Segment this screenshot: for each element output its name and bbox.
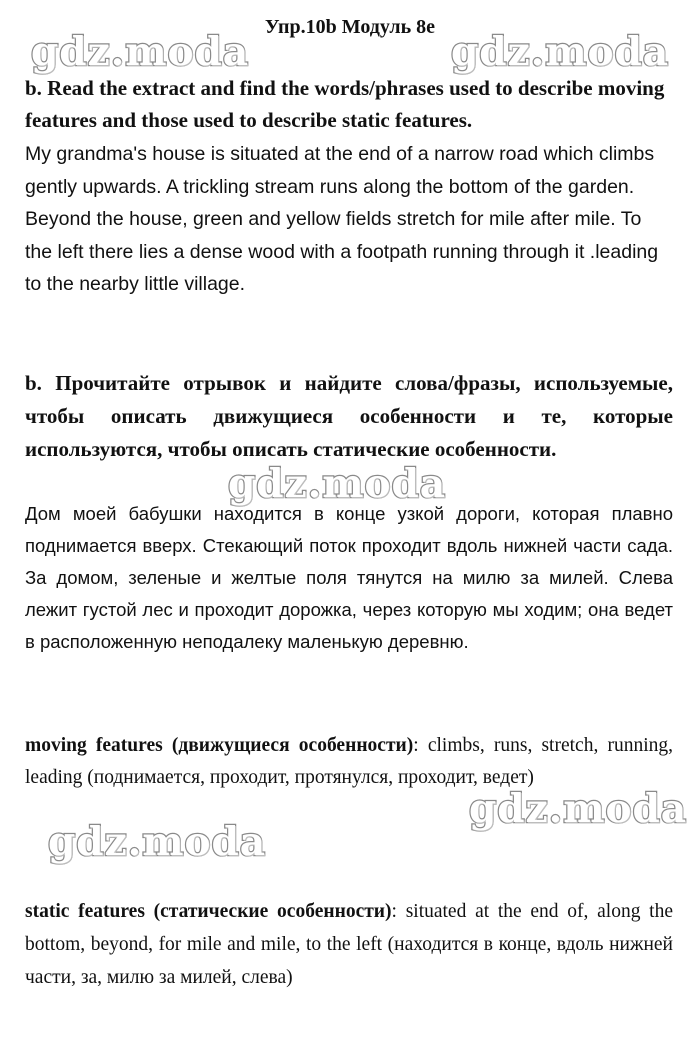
static-features-answer — [25, 895, 673, 994]
english-task-heading: b. Read the extract and find the words/phrases used to describe moving features and those used to describe static features. — [25, 76, 665, 132]
static-features-label: static features (статические особенности) — [25, 901, 392, 922]
watermark: gdz.moda — [31, 29, 250, 75]
moving-features-answer — [25, 730, 673, 794]
watermark: gdz.moda — [228, 461, 447, 507]
moving-features-list: : climbs, runs, stretch, running, leading (поднимается, проходит, протянулся, проходит, ведет) — [25, 735, 673, 788]
static-features-list: : situated at the end of, along the bottom, beyond, for mile and mile, to the left (находится в конце, вдоль нижней части, за, милю за милей, слева) — [25, 901, 673, 988]
watermark: gdz.moda — [48, 819, 267, 865]
russian-extract-text: Дом моей бабушки находится в конце узкой дороги, которая плавно поднимается вверх. Стекающий поток проходит вдоль нижней части сада. За домом, зеленые и желтые поля тянутся на милю за милей. Слева лежит густой лес и проходит дорожка, через которую мы ходим; она ведет в расположенную неподалеку маленькую деревню. — [25, 503, 673, 652]
page-title: Упр.10b Модуль 8е — [264, 16, 436, 38]
watermark: gdz.moda — [469, 786, 688, 832]
english-extract-text: My grandma's house is situated at the end of a narrow road which climbs gently upwards. A trickling stream runs along the bottom of the garden. Beyond the house, green and yellow fields stretch for mile after mile. To the left there lies a dense wood with a footpath running through it .leading to the nearby little village. — [25, 143, 659, 295]
russian-task-heading: b. Прочитайте отрывок и найдите слова/фразы, используемые, чтобы описать движущиеся особенности и те, которые используются, чтобы описать статические особенности. — [25, 371, 673, 461]
moving-features-label: moving features (движущиеся особенности) — [25, 735, 414, 756]
watermark: gdz.moda — [451, 29, 670, 75]
